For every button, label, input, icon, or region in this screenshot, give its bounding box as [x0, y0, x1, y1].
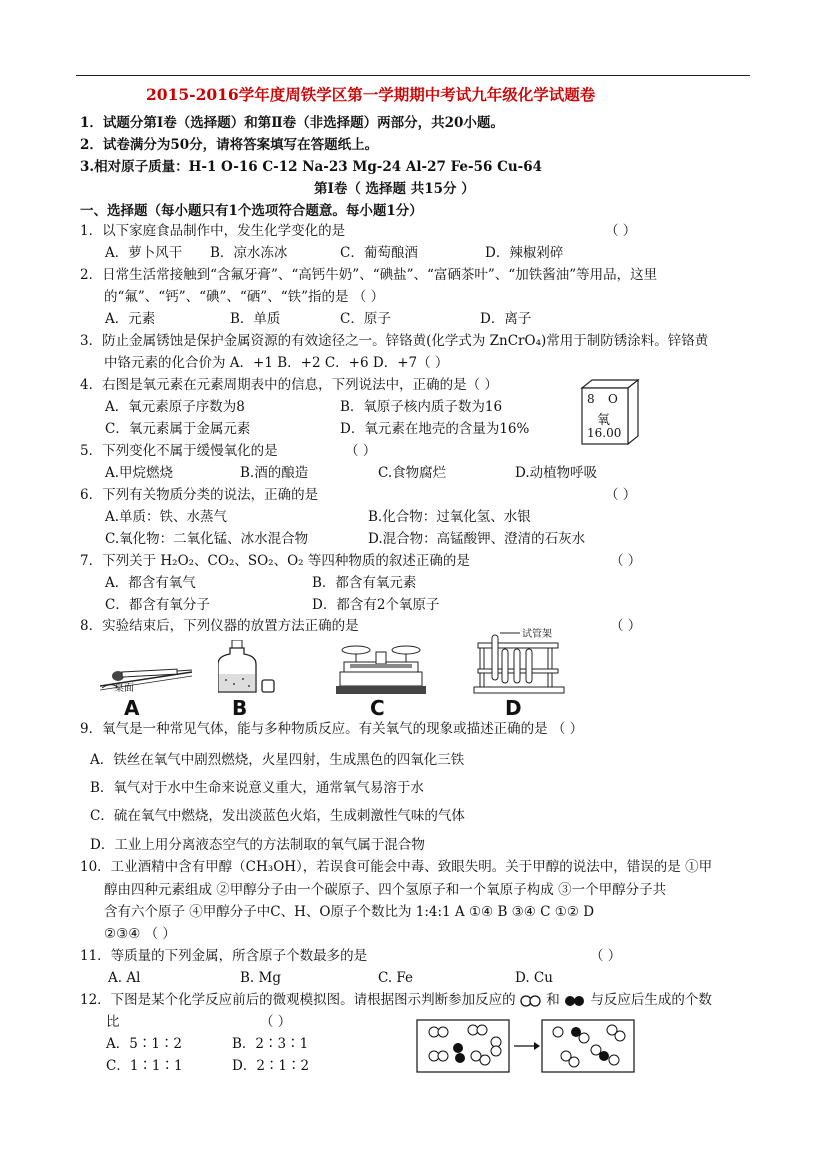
q5-option-b: B.酒的酿造: [240, 465, 309, 481]
q5-stem: 5．下列变化不属于缓慢氧化的是: [80, 443, 278, 459]
q7-answer-paren: （ ）: [610, 553, 642, 569]
q12-option-b: B．2∶3∶1: [232, 1036, 309, 1052]
oxygen-element-box: [580, 378, 640, 446]
q7-option-d: D．都含有2个氧原子: [312, 597, 440, 613]
table-label: 桌面: [114, 683, 134, 694]
page-title: 2015-2016学年度周铁学区第一学期期中考试九年级化学试题卷: [146, 85, 596, 104]
q12-stem: [80, 991, 712, 1009]
q8-figure-d: [470, 625, 570, 695]
q6-option-a: A.单质：铁、水蒸气: [105, 509, 228, 525]
q11-option-c: C. Fe: [378, 970, 414, 986]
q8-label-b: B: [232, 696, 248, 720]
rack-label: 试管架: [522, 629, 552, 640]
q10-line-4: ②③④ （ ）: [104, 926, 176, 942]
q8-stem: 8．实验结束后，下列仪器的放置方法正确的是: [80, 618, 359, 634]
q7-option-c: C．都含有氧分子: [105, 597, 210, 613]
q1-answer-paren: （ ）: [605, 223, 637, 239]
q12-stem-and: 和: [546, 992, 560, 1008]
box-atomic-number: 8: [587, 392, 595, 406]
q12-stem-2: 比: [106, 1014, 120, 1030]
q1-option-d: D．辣椒剁碎: [485, 245, 564, 261]
q3-stem-2: 中铬元素的化合价为 A．+1 B．+2 C．+6 D．+7（ ）: [104, 355, 449, 371]
q10-line-3: 含有六个原子 ④甲醇分子中C、H、O原子个数比为 1:4:1 A ①④ B ③④ C ①② D: [104, 904, 595, 920]
q12-option-a: A．5∶1∶2: [106, 1036, 183, 1052]
q2-stem: 2．日常生活常接触到“含氟牙膏”、“高钙牛奶”、“碘盐”、“富硒茶叶”、“加铁酱油”等用品，这里: [80, 267, 658, 283]
q11-option-b: B. Mg: [240, 970, 281, 986]
q12-answer-paren: （ ）: [260, 1014, 292, 1030]
q10-line-2: 醇由四种元素组成 ②甲醇分子由一个碳原子、四个氢原子和一个氧原子构成 ③一个甲醇分子共: [104, 882, 667, 898]
q2-option-a: A．元素: [105, 311, 156, 327]
q2-stem-2: 的“氟”、“钙”、“碘”、“硒”、“铁”指的是 （ ）: [104, 289, 385, 305]
box-element-name: 氧: [597, 413, 611, 428]
reaction-diagram: [416, 1018, 636, 1074]
section-title: 一、选择题（每小题只有1个选项符合题意。每小题1分）: [80, 203, 423, 219]
q4-option-c: C．氧元素属于金属元素: [105, 421, 251, 437]
part-title: 第Ⅰ卷（ 选择题 共15分 ）: [314, 181, 475, 197]
q4-stem: 4．右图是氧元素在元素周期表中的信息，下列说法中，正确的是（ ）: [80, 377, 498, 393]
q6-answer-paren: （ ）: [605, 487, 637, 503]
q8-figure-a: [100, 660, 195, 694]
q12-option-d: D．2∶1∶2: [232, 1058, 310, 1074]
note-3: 3.相对原子质量：H-1 O-16 C-12 Na-23 Mg-24 Al-27 Fe-56 Cu-64: [80, 159, 543, 175]
q8-figure-c: [336, 640, 426, 698]
black-molecule-icon: [564, 995, 586, 1007]
q5-option-c: C.食物腐烂: [378, 465, 447, 481]
q11-answer-paren: （ ）: [590, 948, 622, 964]
q8-label-c: C: [370, 696, 385, 720]
q4-option-a: A．氧元素原子序数为8: [105, 399, 245, 415]
q8-label-d: D: [505, 696, 522, 720]
white-molecule-icon: [520, 995, 542, 1007]
q9-stem: 9．氧气是一种常见气体，能与多种物质反应。有关氧气的现象或描述正确的是 （ ）: [80, 721, 584, 737]
q11-option-d: D. Cu: [515, 970, 553, 986]
q9-option-b: B．氧气对于水中生命来说意义重大，通常氧气易溶于水: [90, 780, 424, 796]
q11-option-a: A. Al: [108, 970, 141, 986]
q12-stem-text: 12．下图是某个化学反应前后的微观模拟图。请根据图示判断参加反应的: [80, 992, 516, 1008]
q5-option-a: A.甲烷燃烧: [105, 465, 174, 481]
q2-option-b: B．单质: [230, 311, 281, 327]
q1-option-a: A．萝卜风干: [105, 245, 183, 261]
q4-option-d: D．氧元素在地壳的含量为16%: [340, 421, 530, 437]
q11-stem: 11．等质量的下列金属，所含原子个数最多的是: [80, 948, 368, 964]
q6-stem: 6．下列有关物质分类的说法，正确的是: [80, 487, 319, 503]
q3-stem: 3．防止金属锈蚀是保护金属资源的有效途径之一。锌铬黄(化学式为 ZnCrO₄)常用于制防锈涂料。锌铬黄: [80, 333, 709, 349]
q12-stem-end: 与反应后生成的个数: [590, 992, 712, 1008]
q6-option-c: C.氧化物：二氧化锰、冰水混合物: [105, 531, 309, 547]
q8-answer-paren: （ ）: [610, 618, 642, 634]
note-2: 2．试卷满分为50分，请将答案填写在答题纸上。: [80, 137, 379, 153]
q5-option-d: D.动植物呼吸: [515, 465, 598, 481]
q9-option-c: C．硫在氧气中燃烧，发出淡蓝色火焰，生成刺激性气味的气体: [90, 808, 465, 824]
top-rule: [76, 75, 750, 76]
q2-option-d: D．离子: [480, 311, 532, 327]
q7-option-a: A．都含有氧气: [105, 575, 196, 591]
q8-figure-b: [218, 640, 278, 696]
q12-option-c: C．1∶1∶1: [106, 1058, 183, 1074]
q7-stem: 7．下列关于 H₂O₂、CO₂、SO₂、O₂ 等四种物质的叙述正确的是: [80, 553, 470, 569]
q5-answer-paren: （ ）: [345, 443, 377, 459]
q1-option-c: C．葡萄酿酒: [340, 245, 418, 261]
q2-option-c: C．原子: [340, 311, 391, 327]
box-atomic-mass: 16.00: [587, 426, 622, 440]
q8-label-a: A: [124, 696, 140, 720]
q4-option-b: B．氧原子核内质子数为16: [340, 399, 503, 415]
box-symbol: O: [608, 392, 618, 406]
q9-option-d: D．工业上用分离液态空气的方法制取的氧气属于混合物: [90, 837, 425, 853]
q6-option-d: D.混合物：高锰酸钾、澄清的石灰水: [368, 531, 586, 547]
q7-option-b: B．都含有氧元素: [312, 575, 417, 591]
q10-line-1: 10．工业酒精中含有甲醇（CH₃OH），若误食可能会中毒、致眼失明。关于甲醇的说法中，错误的是 ①甲: [80, 859, 713, 875]
q1-stem: 1．以下家庭食品制作中，发生化学变化的是: [80, 223, 346, 239]
q1-option-b: B．凉水冻冰: [210, 245, 288, 261]
q9-option-a: A．铁丝在氧气中剧烈燃烧，火星四射，生成黑色的四氧化三铁: [90, 752, 465, 768]
note-1: 1．试题分第Ⅰ卷（选择题）和第Ⅱ卷（非选择题）两部分，共20小题。: [80, 115, 504, 131]
q6-option-b: B.化合物：过氧化氢、水银: [368, 509, 531, 525]
